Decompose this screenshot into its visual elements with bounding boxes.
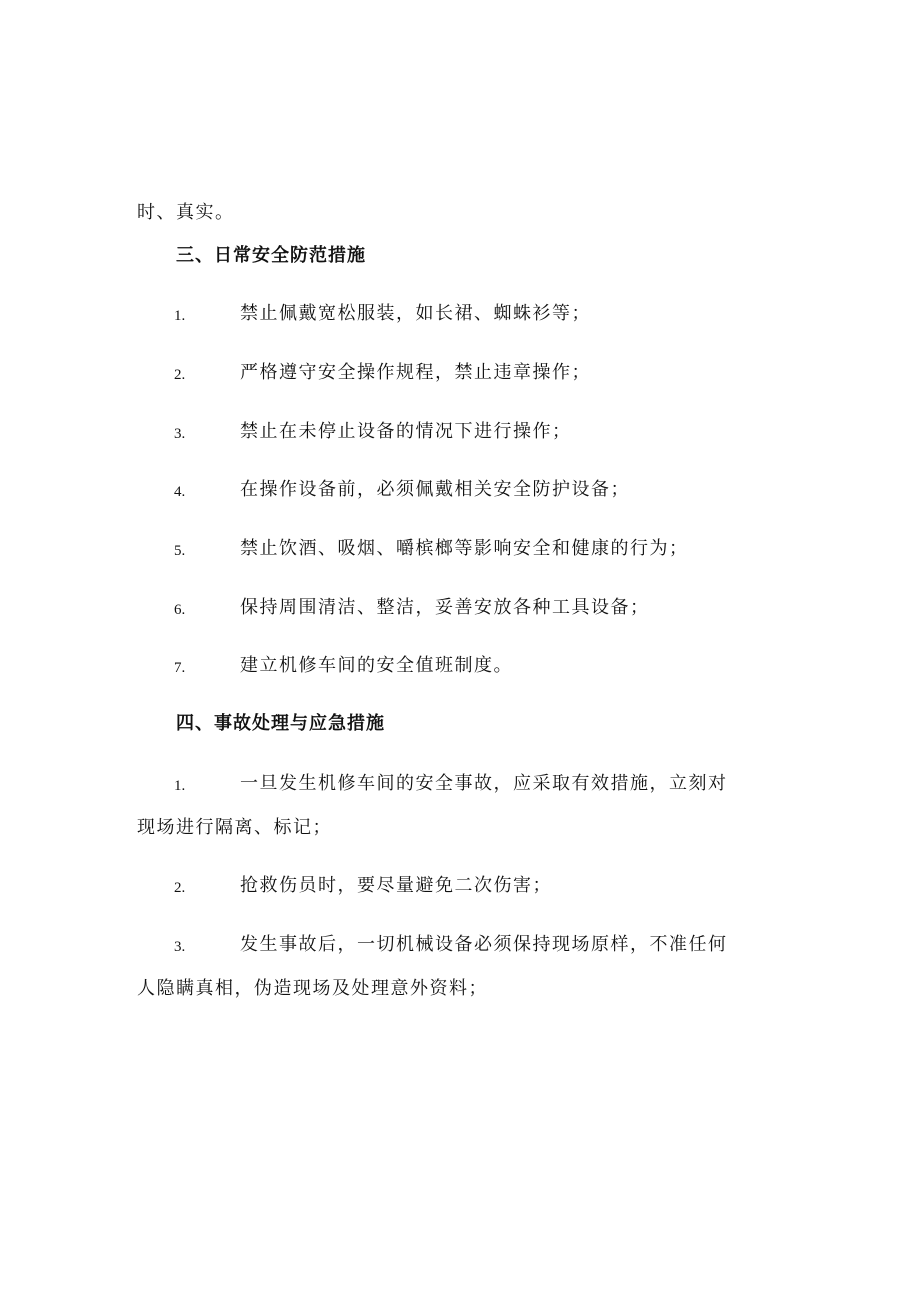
item-number: 3.	[174, 939, 186, 955]
item-number: 4.	[174, 484, 186, 500]
section-3-title: 三、日常安全防范措施	[176, 245, 366, 266]
item-number: 2.	[174, 880, 186, 896]
item-text: 在操作设备前，必须佩戴相关安全防护设备；	[240, 479, 630, 500]
item-text: 禁止佩戴宽松服装，如长裙、蜘蛛衫等；	[240, 303, 591, 324]
item-text: 建立机修车间的安全值班制度。	[240, 655, 513, 676]
section-4-title: 四、事故处理与应急措施	[176, 713, 385, 734]
item-number: 6.	[174, 602, 186, 618]
item-text: 禁止在未停止设备的情况下进行操作；	[240, 421, 572, 442]
item-number: 3.	[174, 426, 186, 442]
item-text: 严格遵守安全操作规程，禁止违章操作；	[240, 362, 591, 383]
item-text: 发生事故后，一切机械设备必须保持现场原样，不准任何	[240, 934, 728, 955]
item-text: 禁止饮酒、吸烟、嚼槟榔等影响安全和健康的行为；	[240, 538, 689, 559]
item-number: 2.	[174, 367, 186, 383]
item-number: 7.	[174, 660, 186, 676]
item-text: 一旦发生机修车间的安全事故，应采取有效措施，立刻对	[240, 773, 728, 794]
item-text: 保持周围清洁、整洁，妥善安放各种工具设备；	[240, 597, 650, 618]
intro-fragment: 时、真实。	[137, 202, 235, 223]
item-number: 1.	[174, 778, 186, 794]
item-text-continuation: 现场进行隔离、标记；	[137, 817, 332, 838]
item-text-continuation: 人隐瞒真相，伪造现场及处理意外资料；	[137, 978, 488, 999]
item-text: 抢救伤员时，要尽量避免二次伤害；	[240, 875, 552, 896]
item-number: 1.	[174, 308, 186, 324]
item-number: 5.	[174, 543, 186, 559]
